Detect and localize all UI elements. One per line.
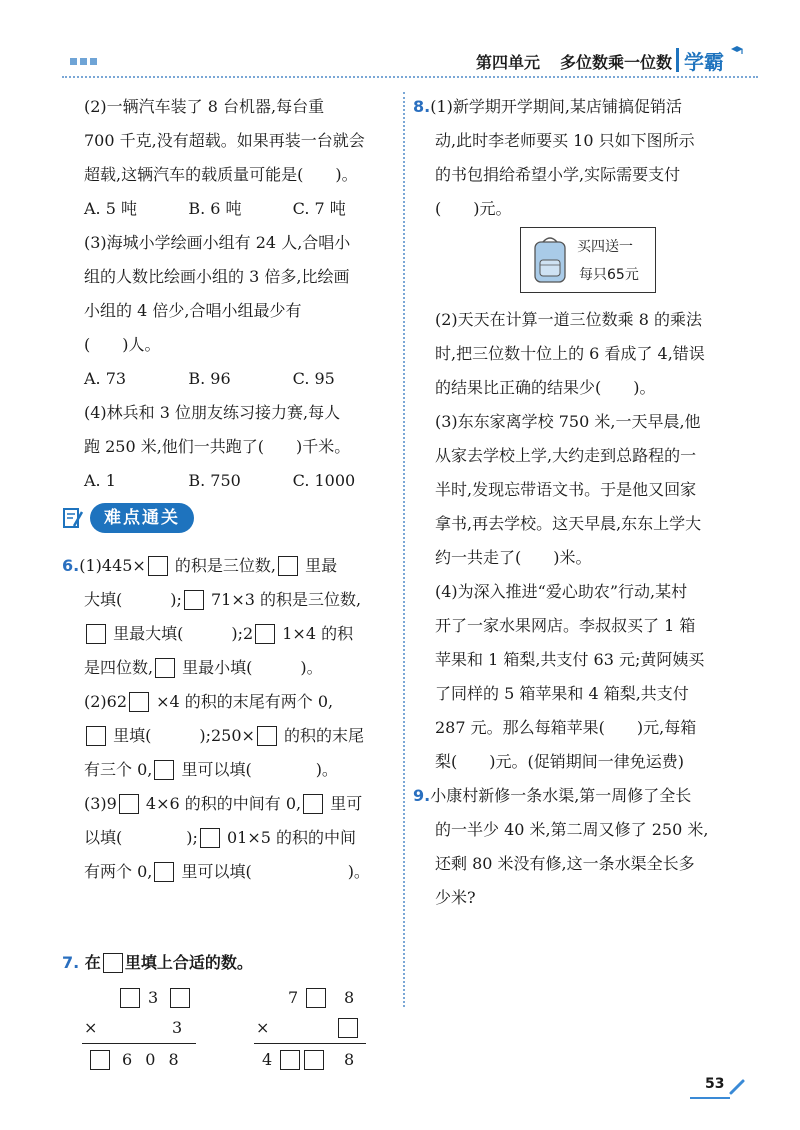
chapter-title: 多位数乘一位数 [560,53,673,72]
answer-box[interactable] [129,692,149,712]
answer-box[interactable] [90,1050,110,1070]
header-rule [62,76,758,78]
answer-box[interactable] [278,556,298,576]
text-line: 半时,发现忘带语文书。于是他又回家 [435,480,697,499]
text-fragment: 71×3 的积是三位数, [205,590,362,609]
backpack-promo-image [520,227,656,293]
answer-box[interactable] [257,726,277,746]
text-line [62,617,397,651]
text-line: (4)为深入推进“爱心助农”行动,某村 [435,582,688,601]
option-b[interactable]: B. 750 [188,471,241,490]
text-line: (4)林兵和 3 位朋友练习接力赛,每人 [84,403,341,422]
text-fragment: 的积的末尾 [278,726,365,745]
option-c[interactable]: C. 7 吨 [292,199,346,218]
banner-label: 难点通关 [90,503,194,533]
answer-options [62,362,397,396]
text-line: 开了一家水果网店。李叔叔买了 1 箱 [435,616,696,635]
question-number: 7. [62,953,80,972]
question-5-part-2 [62,90,397,226]
promo-price: 每只65元 [579,267,639,283]
text-fragment: 里最小填( )。 [177,658,323,677]
text-line: 小组的 4 倍少,合唱小组最少有 [84,301,302,320]
answer-box[interactable] [255,624,275,644]
graduation-cap-icon [730,44,744,58]
digit: 7 [288,988,299,1007]
text-line [62,549,397,583]
text-line: (3)东东家离学校 750 米,一天早晨,他 [435,412,701,431]
text-fragment: 是四位数, [84,658,154,677]
answer-box[interactable] [148,556,168,576]
difficulty-banner [62,503,194,533]
text-fragment: 以填( ); [84,828,198,847]
text-line: 700 千克,没有超载。如果再装一台就会 [84,131,365,150]
text-line: ( )元。 [435,199,512,218]
text-line: 组的人数比绘画小组的 3 倍多,比绘画 [84,267,350,286]
option-b[interactable]: B. 96 [188,369,231,388]
question-number: 8. [413,97,431,116]
question-7-prompt [62,946,397,980]
promo-offer: 买四送一 [577,239,633,255]
text-line: 时,把三位数十位上的 6 看成了 4,错误 [435,344,705,363]
answer-box[interactable] [306,988,326,1008]
text-fragment: (1)新学期开学期间,某店铺搞促销活 [430,97,682,116]
text-fragment: 里最大填( );2 [108,624,254,643]
text-line: 拿书,再去学校。这天早晨,东东上学大 [435,514,702,533]
text-fragment: ×4 的积的末尾有两个 0, [151,692,334,711]
answer-box[interactable] [154,862,174,882]
vertical-multiplication-2 [254,985,374,1069]
text-fragment: 在 [84,953,101,972]
text-fragment: 里可以填( )。 [176,760,338,779]
header-separator [676,48,679,72]
answer-options [62,192,397,226]
text-line: 了同样的 5 箱苹果和 4 箱梨,共支付 [435,684,689,703]
text-line: 苹果和 1 箱梨,共支付 63 元;黄阿姨买 [435,650,705,669]
pencil-icon [728,1078,746,1096]
text-line [413,779,756,813]
text-line [62,787,397,821]
answer-box[interactable] [154,760,174,780]
text-line [62,651,397,685]
question-8-parts [413,303,756,915]
text-fragment: 01×5 的积的中间 [221,828,357,847]
header-decoration [70,58,97,65]
text-fragment: (1)445× [79,556,146,575]
question-number: 6. [62,556,80,575]
page-number-underline [690,1097,730,1099]
answer-box[interactable] [200,828,220,848]
text-line: 的结果比正确的结果少( )。 [435,378,656,397]
digit: 3 [148,988,159,1007]
answer-box[interactable] [86,624,106,644]
text-line [62,685,397,719]
left-column [62,90,397,498]
page-number: 53 [705,1076,725,1092]
digit: 3 [172,1018,183,1037]
text-fragment: (2)62 [84,692,128,711]
question-5-part-3 [62,226,397,396]
digit: 4 [262,1050,273,1069]
backpack-icon [529,234,571,286]
text-line: 还剩 80 米没有修,这一条水渠全长多 [435,854,695,873]
answer-box[interactable] [119,794,139,814]
text-line [413,90,756,124]
option-c[interactable]: C. 1000 [292,471,356,490]
result-digits: 6 0 8 [122,1050,183,1069]
text-line: 跑 250 米,他们一共跑了( )千米。 [84,437,351,456]
text-line: 的一半少 40 米,第二周又修了 250 米, [435,820,709,839]
text-fragment: 里最 [300,556,338,575]
digit: 8 [344,988,355,1007]
brand-logo: 学霸 [684,50,724,74]
text-line: 约一共走了( )米。 [435,548,592,567]
text-fragment: 里可 [325,794,363,813]
answer-box[interactable] [184,590,204,610]
text-line: 从家去学校上学,大约走到总路程的一 [435,446,697,465]
option-c[interactable]: C. 95 [292,369,335,388]
text-line: 梨( )元。(促销期间一律免运费) [435,752,684,771]
answer-options [62,464,397,498]
text-line [62,855,397,889]
text-fragment: 的积是三位数, [169,556,277,575]
answer-box-example [103,953,123,973]
text-fragment: 4×6 的积的中间有 0, [140,794,302,813]
text-line [62,719,397,753]
answer-box[interactable] [303,794,323,814]
question-number: 9. [413,786,431,805]
text-fragment: 里填( );250× [108,726,255,745]
answer-box[interactable] [170,988,190,1008]
unit-label: 第四单元 [476,53,541,72]
text-line [62,753,397,787]
answer-box[interactable] [155,658,175,678]
text-fragment: 小康村新修一条水渠,第一周修了全长 [430,786,692,805]
text-line: 动,此时李老师要买 10 只如下图所示 [435,131,695,150]
text-fragment: 里可以填( )。 [176,862,370,881]
option-a[interactable]: A. 1 [84,471,116,490]
text-line: (2)天天在计算一道三位数乘 8 的乘法 [435,310,703,329]
text-fragment: (3)9 [84,794,117,813]
text-line: 的书包捐给希望小学,实际需要支付 [435,165,681,184]
answer-box[interactable] [304,1050,324,1070]
text-line: (2)一辆汽车装了 8 台机器,每台重 [84,97,325,116]
times-sign: × [256,1018,270,1037]
digit: 8 [344,1050,355,1069]
text-line [62,583,397,617]
option-b[interactable]: B. 6 吨 [188,199,242,218]
column-divider [403,92,405,1007]
text-line: ( )人。 [84,335,161,354]
text-fragment: 大填( ); [84,590,182,609]
text-fragment: 有两个 0, [84,862,153,881]
times-sign: × [84,1018,98,1037]
vertical-multiplication-1 [82,985,202,1069]
question-7 [62,946,397,980]
text-line: 少米? [435,888,476,907]
question-6 [62,549,397,889]
answer-box[interactable] [338,1018,358,1038]
text-line [62,821,397,855]
right-column [413,90,756,226]
answer-box[interactable] [280,1050,300,1070]
option-a[interactable]: A. 73 [84,369,127,388]
text-fragment: 里填上合适的数。 [124,953,253,972]
sum-line [82,1043,196,1044]
text-fragment: 1×4 的积 [277,624,354,643]
text-line: 287 元。那么每箱苹果( )元,每箱 [435,718,697,737]
sum-line [254,1043,366,1044]
text-fragment: 有三个 0, [84,760,153,779]
option-a[interactable]: A. 5 吨 [84,199,137,218]
text-line: (3)海城小学绘画小组有 24 人,合唱小 [84,233,351,252]
text-line: 超载,这辆汽车的载质量可能是( )。 [84,165,358,184]
notebook-pen-icon [62,506,84,530]
answer-box[interactable] [86,726,106,746]
answer-box[interactable] [120,988,140,1008]
question-5-part-4 [62,396,397,498]
